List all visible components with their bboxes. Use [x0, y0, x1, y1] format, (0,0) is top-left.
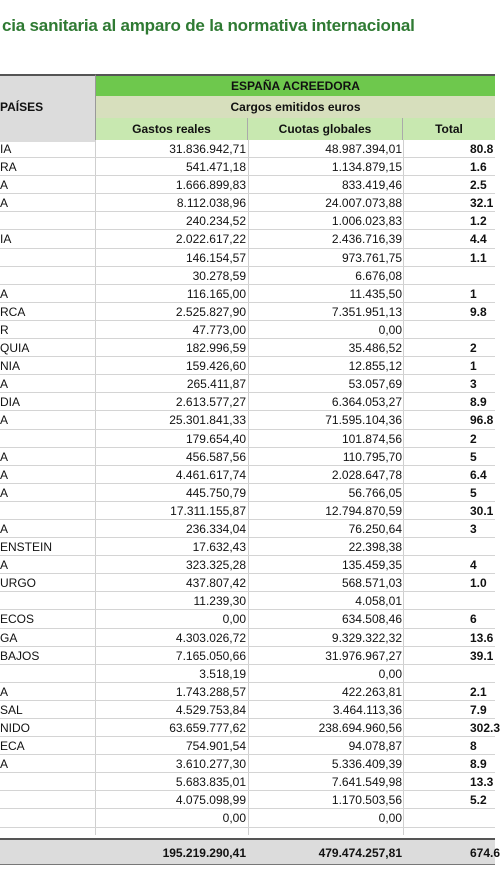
cell-total: 13.6: [470, 630, 494, 645]
table-row: [0, 393, 495, 411]
cell-total: 1.1: [470, 250, 487, 265]
cell-cuotas: 568.571,03: [341, 576, 402, 591]
cell-total: 2: [470, 341, 477, 356]
cell-total: 5: [470, 485, 477, 500]
cell-total: 80.8: [470, 142, 494, 156]
cell-country: RA: [0, 160, 17, 175]
table-row: [0, 303, 495, 321]
total-gastos: 195.219.290,41: [162, 846, 246, 860]
cell-gastos: 2.022.617,22: [175, 232, 246, 247]
cell-gastos: 4.075.098,99: [175, 793, 246, 808]
table-row: [0, 230, 495, 248]
header-cargos-emitidos: Cargos emitidos euros: [96, 96, 495, 118]
cell-gastos: 17.311.155,87: [170, 503, 246, 518]
cell-cuotas: 35.486,52: [348, 341, 402, 356]
cell-country: SAL: [0, 702, 23, 717]
cell-gastos: 265.411,87: [186, 377, 246, 392]
header-paises-label: PAÍSES: [0, 100, 44, 114]
cell-total: 32.1: [470, 196, 494, 211]
cell-cuotas: 24.007.073,88: [325, 196, 402, 211]
cell-gastos: 63.659.777,62: [169, 721, 246, 735]
table-row: [0, 466, 495, 484]
table-row: [0, 339, 495, 357]
cell-gastos: 0,00: [222, 811, 246, 826]
table-row: [0, 267, 495, 285]
totals-row: [0, 838, 500, 865]
cell-total: 2.1: [470, 684, 487, 699]
cell-total: 1.0: [470, 576, 487, 591]
cell-cuotas: 1.006.023,83: [331, 214, 402, 229]
cell-country: A: [0, 558, 9, 573]
cell-cuotas: 110.795,70: [342, 449, 402, 464]
cell-total: 8: [470, 739, 477, 754]
cell-gastos: 0,00: [222, 612, 246, 627]
cell-country: IA: [0, 142, 12, 156]
page-title: cia sanitaria al amparo de la normativa internacional: [2, 16, 415, 35]
cell-cuotas: 3.464.113,36: [332, 702, 402, 717]
cell-country: BAJOS: [0, 648, 40, 663]
cell-cuotas: 422.263,81: [341, 684, 402, 699]
cell-country: A: [0, 413, 9, 428]
header-gastos-reales: Gastos reales: [96, 118, 248, 140]
cell-cuotas: 5.336.409,39: [331, 757, 402, 772]
table-row: [0, 556, 495, 574]
total-total: 674.6: [470, 846, 500, 860]
cell-gastos: 3.518,19: [199, 666, 246, 681]
cell-gastos: 17.632,43: [192, 540, 246, 555]
cell-cuotas: 1.134.879,15: [331, 160, 402, 175]
cell-total: 39.1: [470, 648, 494, 663]
cell-gastos: 2.525.827,90: [175, 304, 246, 319]
cell-cuotas: 7.641.549,98: [331, 775, 402, 790]
cell-total: 1.2: [470, 214, 487, 229]
table-row: [0, 574, 495, 592]
cell-cuotas: 2.436.716,39: [331, 232, 402, 247]
cell-cuotas: 7.351.951,13: [331, 304, 402, 319]
header-total: Total: [403, 118, 495, 140]
cell-gastos: 31.836.942,71: [169, 142, 246, 156]
cell-gastos: 754.901,54: [185, 739, 246, 754]
cell-country: A: [0, 196, 9, 211]
cell-country: A: [0, 377, 9, 392]
cell-gastos: 7.165.050,66: [175, 648, 246, 663]
cell-gastos: 456.587,56: [185, 449, 246, 464]
cell-cuotas: 11.435,50: [349, 286, 402, 301]
table-row: [0, 665, 495, 683]
cell-cuotas: 94.078,87: [348, 739, 402, 754]
cell-cuotas: 9.329.322,32: [331, 630, 402, 645]
table-row: [0, 158, 495, 176]
table-row: [0, 737, 495, 755]
cell-country: URGO: [0, 576, 36, 591]
table-row: [0, 375, 495, 393]
cell-cuotas: 76.250,64: [348, 521, 402, 536]
cell-country: A: [0, 449, 9, 464]
cell-gastos: 3.610.277,30: [175, 757, 246, 772]
cell-gastos: 1.743.288,57: [175, 684, 246, 699]
cell-cuotas: 71.595.104,36: [325, 413, 402, 428]
cell-cuotas: 238.694.960,56: [318, 721, 402, 735]
cell-cuotas: 22.398,38: [348, 540, 402, 555]
cell-total: 1: [470, 359, 477, 374]
cell-total: 96.8: [470, 413, 494, 428]
table-row: [0, 448, 495, 466]
cell-gastos: 4.529.753,84: [175, 702, 246, 717]
cell-total: 4.4: [470, 232, 487, 247]
cell-gastos: 11.239,30: [193, 594, 246, 609]
table-row: [0, 755, 495, 773]
cell-gastos: 182.996,59: [185, 341, 246, 356]
table-row: [0, 484, 495, 502]
cell-cuotas: 973.761,75: [341, 250, 402, 265]
cell-gastos: 30.278,59: [192, 268, 246, 283]
cell-gastos: 2.613.577,27: [175, 395, 246, 410]
cell-gastos: 323.325,28: [185, 558, 246, 573]
cell-total: 3: [470, 521, 477, 536]
cell-total: 3: [470, 377, 477, 392]
cell-total: 9.8: [470, 304, 487, 319]
table-row: [0, 719, 500, 737]
cell-cuotas: 4.058,01: [355, 594, 402, 609]
cell-total: 30.1: [470, 503, 494, 518]
header-paises: [0, 74, 96, 142]
cell-cuotas: 12.855,12: [348, 359, 402, 374]
cell-cuotas: 135.459,35: [341, 558, 402, 573]
cell-country: QUIA: [0, 341, 30, 356]
header-espana-acreedora: ESPAÑA ACREEDORA: [96, 74, 495, 96]
cell-gastos: 25.301.841,33: [169, 413, 246, 428]
cell-country: IA: [0, 232, 12, 247]
cell-total: 1.6: [470, 160, 487, 175]
cell-cuotas: 12.794.870,59: [325, 503, 402, 518]
cell-country: DIA: [0, 395, 21, 410]
cell-country: RCA: [0, 304, 26, 319]
cell-country: A: [0, 757, 9, 772]
cell-country: ECOS: [0, 612, 35, 627]
table-row: [0, 629, 495, 647]
table-row: [0, 683, 495, 701]
cell-gastos: 236.334,04: [185, 521, 246, 536]
cell-country: ECA: [0, 739, 25, 754]
cell-total: 1: [470, 286, 477, 301]
table-row: [0, 411, 495, 429]
cell-gastos: 4.461.617,74: [175, 467, 246, 482]
table-row: [0, 809, 495, 827]
cell-gastos: 47.773,00: [192, 322, 246, 337]
cell-cuotas: 53.057,69: [348, 377, 402, 392]
cell-total: 8.9: [470, 395, 487, 410]
cell-country: A: [0, 521, 9, 536]
cell-country: NIDO: [0, 721, 30, 735]
cell-cuotas: 0,00: [378, 322, 402, 337]
cell-cuotas: 634.508,46: [341, 612, 402, 627]
cell-gastos: 541.471,18: [185, 160, 246, 175]
cell-gastos: 5.683.835,01: [175, 775, 246, 790]
cell-total: 2: [470, 431, 477, 446]
header-cuotas-globales: Cuotas globales: [248, 118, 403, 140]
cell-gastos: 240.234,52: [185, 214, 246, 229]
table-row: [0, 285, 495, 303]
cell-total: 302.3: [470, 721, 500, 735]
table-row: [0, 791, 495, 809]
cell-gastos: 1.666.899,83: [175, 178, 246, 193]
cell-country: A: [0, 485, 9, 500]
table-row: [0, 647, 495, 665]
table-row: [0, 520, 495, 538]
table-row: [0, 140, 495, 158]
cell-country: ENSTEIN: [0, 540, 53, 555]
table-row: [0, 357, 495, 375]
cell-cuotas: 56.766,05: [348, 485, 402, 500]
table-row: [0, 194, 495, 212]
cell-total: 8.9: [470, 757, 487, 772]
cell-total: 13.3: [470, 775, 494, 790]
cell-country: GA: [0, 630, 18, 645]
cell-gastos: 445.750,79: [185, 485, 246, 500]
table-row: [0, 249, 495, 267]
cell-gastos: 8.112.038,96: [176, 196, 246, 211]
cell-country: A: [0, 684, 9, 699]
cell-country: NIA: [0, 359, 21, 374]
table-row: [0, 773, 495, 791]
cell-gastos: 159.426,60: [185, 359, 246, 374]
cell-gastos: 437.807,42: [185, 576, 246, 591]
cell-cuotas: 833.419,46: [341, 178, 402, 193]
cell-country: R: [0, 322, 9, 337]
cell-total: 2.5: [470, 178, 487, 193]
cell-gastos: 146.154,57: [185, 250, 246, 265]
cell-cuotas: 6.676,08: [355, 268, 402, 283]
cell-cuotas: 2.028.647,78: [331, 467, 402, 482]
table-row: [0, 502, 495, 520]
table-row: [0, 538, 495, 556]
cell-total: 5: [470, 449, 477, 464]
table-row: [0, 430, 495, 448]
cell-cuotas: 31.976.967,27: [325, 648, 402, 663]
cell-country: A: [0, 178, 9, 193]
table-body: [0, 140, 500, 828]
table-row: [0, 176, 495, 194]
cell-gastos: 179.654,40: [185, 431, 246, 446]
page-title-bar: [0, 0, 495, 44]
cell-gastos: 4.303.026,72: [175, 630, 246, 645]
cell-total: 6.4: [470, 467, 487, 482]
table-row: [0, 610, 495, 628]
table-row: [0, 321, 495, 339]
table-row: [0, 212, 495, 230]
cell-cuotas: 1.170.503,56: [331, 793, 402, 808]
cell-cuotas: 0,00: [378, 666, 402, 681]
cell-cuotas: 0,00: [378, 811, 402, 826]
cell-gastos: 116.165,00: [186, 286, 246, 301]
total-cuotas: 479.474.257,81: [318, 846, 402, 860]
cell-cuotas: 101.874,56: [341, 431, 402, 446]
cell-total: 7.9: [470, 702, 487, 717]
table-row: [0, 701, 495, 719]
table-row: [0, 592, 495, 610]
cell-cuotas: 48.987.394,01: [325, 142, 402, 156]
cell-cuotas: 6.364.053,27: [331, 395, 402, 410]
cell-total: 4: [470, 558, 477, 573]
cell-country: A: [0, 467, 9, 482]
cell-total: 5.2: [470, 793, 487, 808]
cell-total: 6: [470, 612, 477, 627]
cell-country: A: [0, 286, 9, 301]
